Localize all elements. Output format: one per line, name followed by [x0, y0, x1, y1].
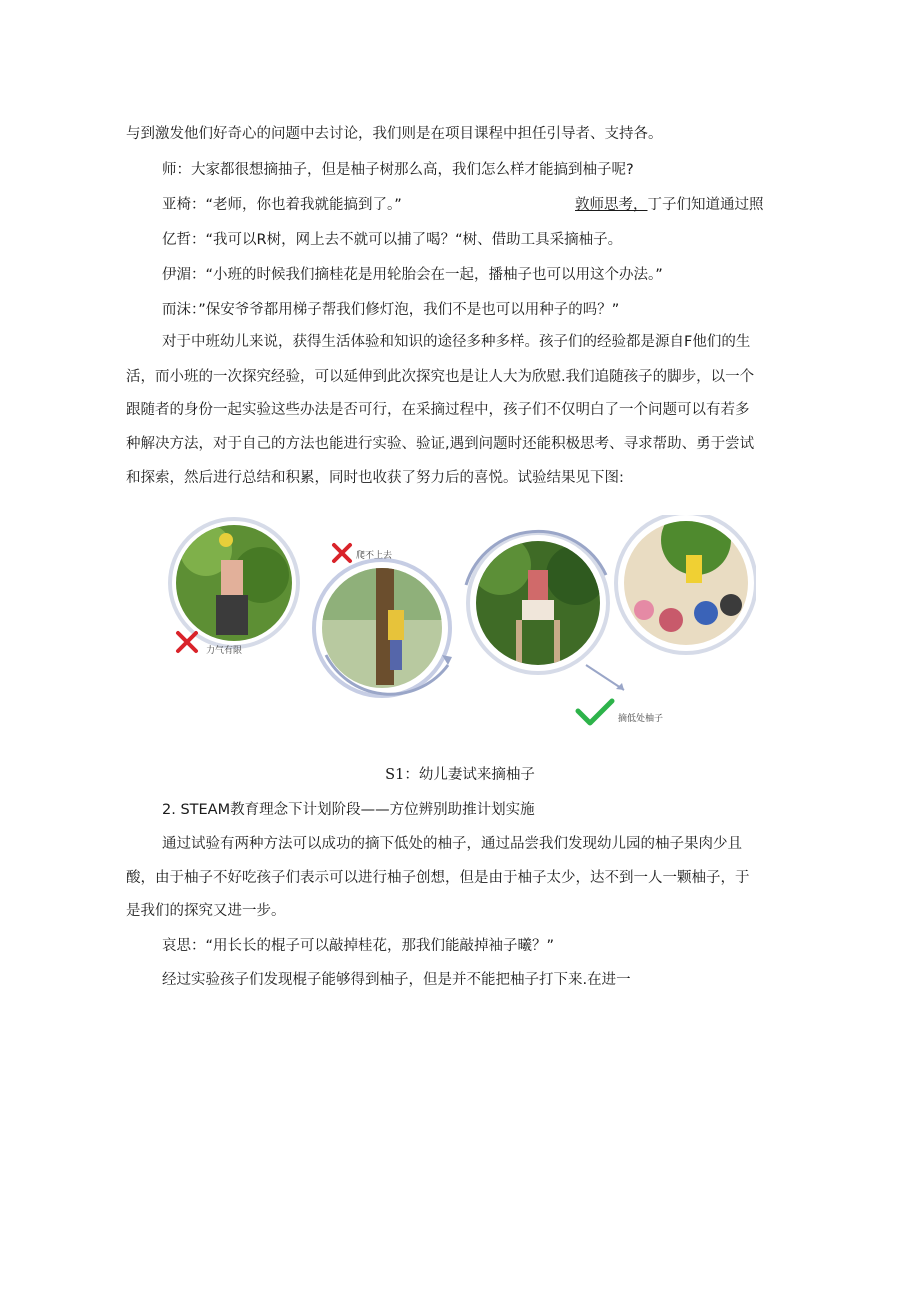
- check-icon: [578, 701, 612, 723]
- body-paragraph-1-line-2: 活，而小班的一次探究经验，可以延伸到此次探究也是让人大为欣慰.我们追随孩子的脚步，以一个: [126, 369, 755, 385]
- body-paragraph-2-line-1: 通过试验有两种方法可以成功的摘下低处的柚子，通过品尝我们发现幼儿园的柚子果肉少且: [162, 836, 742, 852]
- label-pick-low-pomelo: 摘低处柚子: [618, 714, 664, 724]
- body-paragraph-1-line-4: 种解决方法，对于自己的方法也能进行实验、验证,遇到问题时还能积极思考、寻求帮助、勇于尝试: [126, 436, 755, 452]
- dialogue-yizhe: 亿哲：“我可以R树，网上去不就可以捕了喝？“树、借助工具采摘柚子。: [162, 232, 623, 248]
- underlined-text: 敦师思考，: [575, 197, 648, 213]
- experiment-figure: [166, 515, 756, 747]
- arrow-line: [586, 665, 624, 690]
- photo-child-climbing: [166, 515, 306, 655]
- photo-child-hugging-tree: [314, 560, 456, 696]
- dialogue-yaqi: 亚椅：“老师，你也着我就能搞到了。”: [162, 197, 402, 213]
- body-paragraph-1-line-5: 和探索，然后进行总结和积累，同时也收获了努力后的喜悦。试验结果见下图:: [126, 470, 624, 486]
- dialogue-teacher: 师：大家都很想摘抽子，但是柚子树那么高，我们怎么样才能搞到柚子呢?: [162, 162, 634, 178]
- dialogue-yaqi-right: [575, 193, 764, 214]
- paragraph-intro-end: 与到激发他们好奇心的问题中去讨论，我们则是在项目课程中担任引导者、支持各。: [126, 126, 663, 142]
- label-limited-strength: 力气有限: [206, 646, 243, 656]
- body-paragraph-1-line-3: 跟随者的身份一起实验这些办法是否可行，在采摘过程中，孩子们不仅明白了一个问题可以有若多: [126, 402, 750, 418]
- dialogue-yuansi: 哀思：“用长长的棍子可以敲掉桂花，那我们能敲掉袖子曦？”: [162, 938, 555, 954]
- section-heading-2: 2. STEAM教育理念下计划阶段——方位辨别助推计划实施: [162, 802, 535, 818]
- dialogue-yaqi-right-rest: 丁子们知道通过照: [647, 197, 764, 213]
- dialogue-yimei: 伊湄：“小班的时候我们摘桂花是用轮胎会在一起，播柚子也可以用这个办法。”: [162, 267, 663, 283]
- cross-icon: [334, 545, 350, 561]
- body-paragraph-1-line-1: 对于中班幼儿来说，获得生活体验和知识的途径多种多样。孩子们的经验都是源自F他们的生: [162, 334, 751, 350]
- photo-children-group: [616, 515, 756, 653]
- body-paragraph-3-line-1: 经过实验孩子们发现棍子能够得到柚子，但是并不能把柚子打下来.在进一: [162, 972, 631, 988]
- figure-caption: S1：幼儿妻试来摘柚子: [385, 767, 535, 783]
- body-paragraph-2-line-3: 是我们的探究又进一步。: [126, 903, 286, 919]
- cross-icon: [178, 633, 196, 651]
- body-paragraph-2-line-2: 酸，由于柚子不好吃孩子们表示可以进行柚子创想，但是由于柚子太少，达不到一人一颗柚子，于: [126, 870, 750, 886]
- dialogue-ermo: 而沫：”保安爷爷都用梯子帮我们修灯泡，我们不是也可以用种子的吗？”: [162, 302, 620, 318]
- label-cannot-climb: 爬不上去: [356, 551, 393, 561]
